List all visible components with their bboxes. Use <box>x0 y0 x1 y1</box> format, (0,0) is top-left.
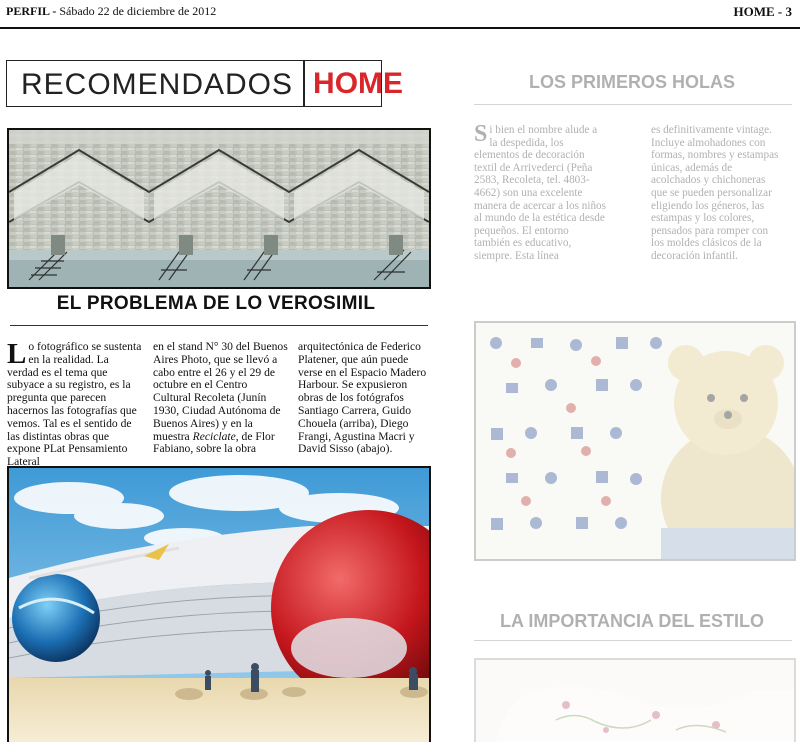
photo-crochet-bear <box>474 321 796 561</box>
article-column-1 <box>7 338 142 469</box>
right-article-2-rule <box>474 640 792 641</box>
right-article-1-headline: LOS PRIMEROS HOLAS <box>528 72 735 92</box>
right-drop-cap: S <box>474 121 488 147</box>
right-article-1-column-1-text: i bien el nombre alude a la despedida, los elementos de decoración textil de Arrivederci (Peña 2583, Recoleta, tel. 4803-4662) son una excelente manera de acercar a los niños al mundo de la estética desde pequeños. El entorno también es educativo, siempre. Esta línea <box>474 124 607 262</box>
photo-futuristic-architecture <box>7 466 431 742</box>
header-rule <box>0 27 800 29</box>
section-label-part1: RECOMENDADOS <box>7 61 305 106</box>
section-page-number: HOME - 3 <box>733 4 792 19</box>
publication-date: Sábado 22 de diciembre de 2012 <box>59 4 217 18</box>
right-article-1-column-2: es definitivamente vintage. Incluye almohadones con formas, nombres y estampas únicas, además de acolchados y chichoneras que se pueden personalizar eligiendo los géneros, las estampas y los colores, pensados para romper con los moldes clásicos de la decoración infantil. <box>651 124 779 262</box>
headline-rule <box>10 325 428 326</box>
article-column-2-text-a: en el stand N° 30 del Buenos Aires Photo, que se llevó a cabo entre el 26 y el 29 de octubre en el Centro Cultural Recoleta (Junín 1930, Ciudad Autónoma de Buenos Aires) y en la muestra <box>153 340 288 443</box>
right-article-2-headline: LA IMPORTANCIA DEL ESTILO <box>500 611 764 631</box>
article-column-2 <box>153 341 288 456</box>
publication-name: PERFIL <box>6 4 50 18</box>
article-column-1-text: o fotográfico se sustenta en la realidad. La verdad es el tema que subyace a su registro, es la pregunta que parecen hacernos las fotografías que vemos. Tal es el sentido de las distintas obras que expone PLat Pensamiento Lateral <box>7 340 142 469</box>
article-column-2-text-b: , de Flor Fabiano, sobre la obra <box>153 429 275 456</box>
article-headline: EL PROBLEMA DE LO VEROSIMIL <box>56 293 376 314</box>
article-column-3: arquitectónica de Federico Platener, que aún puede verse en el Espacio Madero Harbour. Se expusieron obras de los fotógrafos Santiago Carrera, Guido Chouela (arriba), Diego Frangi, Agustina Macri y David Sisso (abajo). <box>298 340 427 456</box>
header-separator: - <box>49 4 60 18</box>
photo-embroidered-linen <box>474 658 796 742</box>
section-label-part2: HOME <box>313 67 404 100</box>
drop-cap: L <box>7 338 27 370</box>
page-header-left <box>6 4 216 19</box>
section-label <box>6 60 404 107</box>
right-article-1-column-1 <box>474 121 607 263</box>
right-article-1-rule <box>474 104 792 105</box>
exhibition-title: Reciclate <box>192 429 236 443</box>
photo-building-facade <box>7 128 431 289</box>
